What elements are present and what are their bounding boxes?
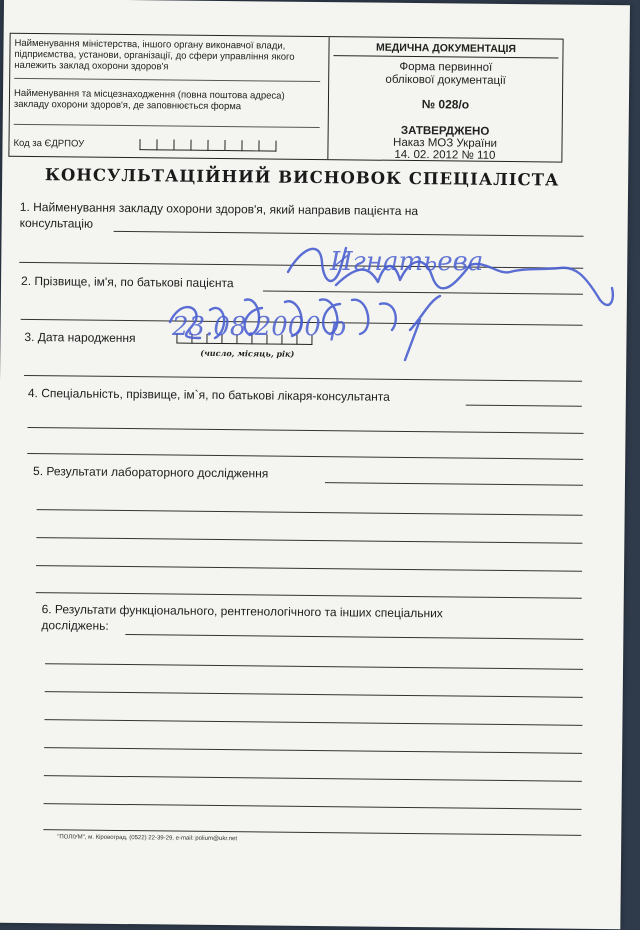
document-title: КОНСУЛЬТАЦІЙНИЙ ВИСНОВОК СПЕЦІАЛІСТА xyxy=(44,165,560,190)
patient-name-field[interactable] xyxy=(263,290,583,294)
lab-results-line-3[interactable] xyxy=(36,565,582,572)
consultant-field-3[interactable] xyxy=(27,453,583,460)
handwritten-patient-name: Игнатьева xyxy=(330,247,484,277)
consultant-field[interactable] xyxy=(466,405,582,407)
form-number: № 028/о xyxy=(421,97,470,112)
special-results-field[interactable] xyxy=(125,634,583,640)
facility-line xyxy=(14,124,320,128)
special-results-line-3[interactable] xyxy=(44,719,582,726)
order-line1: Наказ МОЗ України xyxy=(392,136,498,150)
lab-results-line-4[interactable] xyxy=(36,592,582,599)
special-results-line-5[interactable] xyxy=(44,775,582,782)
section-6-label: 6. Результати функціонального, рентгенологічного та інших спеціальних xyxy=(41,602,443,621)
order-line2: 14. 02. 2012 № 110 xyxy=(394,148,496,162)
section-5-label: 5. Результати лабораторного дослідження xyxy=(32,464,269,481)
section-1-field-2[interactable] xyxy=(19,262,583,269)
lab-results-field[interactable] xyxy=(325,482,583,486)
section-3-field[interactable] xyxy=(24,375,582,382)
edrpou-boxes[interactable] xyxy=(139,139,276,151)
ministry-line xyxy=(14,78,320,82)
patient-name-field-2[interactable] xyxy=(21,319,583,326)
med-doc-label: МЕДИЧНА ДОКУМЕНТАЦІЯ xyxy=(333,41,558,58)
section-1-field[interactable] xyxy=(114,231,584,237)
header-left xyxy=(9,34,329,159)
lab-results-line-2[interactable] xyxy=(36,537,582,544)
special-results-line-6[interactable] xyxy=(44,803,582,810)
dob-hint: (число, місяць, рік) xyxy=(200,347,295,359)
special-results-line-2[interactable] xyxy=(45,691,583,698)
dob-boxes[interactable] xyxy=(176,334,312,345)
printer-footer: "ПОЛІУМ", м. Кіровоград, (0522) 22-39-29, e-mail: polium@ukr.net xyxy=(57,834,238,843)
form-line1: Форма первинної xyxy=(399,60,493,74)
edrpou-label: Код за ЄДРПОУ xyxy=(13,137,85,150)
section-6-label-cont: досліджень: xyxy=(41,618,109,633)
special-results-line-4[interactable] xyxy=(44,747,582,754)
ministry-text: Найменування міністерства, іншого органу виконавчої влади, підприємства, установи, організації, до сфери управління якого належить заклад охорони здоров'я xyxy=(14,37,295,73)
section-4-label: 4. Спеціальність, прізвище, ім`я, по батькові лікаря-консультанта xyxy=(27,385,390,404)
section-3-label: 3. Дата народження xyxy=(24,329,136,346)
handwritten-birth-date: 23.08.2000 р xyxy=(172,312,346,342)
header-right xyxy=(328,37,562,161)
section-1-label: 1. Найменування закладу охорони здоров'я, який направив пацієнта на xyxy=(19,199,419,219)
section-2-label: 2. Прізвище, ім'я, по батькові пацієнта xyxy=(20,273,234,291)
special-results-line-1[interactable] xyxy=(45,663,583,670)
facility-text: Найменування та місцезнаходження (повна поштова адреса) закладу охорони здоров'я, де заповнюється форма xyxy=(13,87,285,113)
form-line2: облікової документації xyxy=(385,73,506,87)
lab-results-line-1[interactable] xyxy=(37,509,583,516)
consultant-field-2[interactable] xyxy=(28,427,584,434)
form-name xyxy=(329,60,562,88)
section-1-label-cont: консультацію xyxy=(19,215,94,231)
header-box xyxy=(8,33,563,163)
approved-label: ЗАТВЕРДЖЕНО xyxy=(400,124,490,138)
